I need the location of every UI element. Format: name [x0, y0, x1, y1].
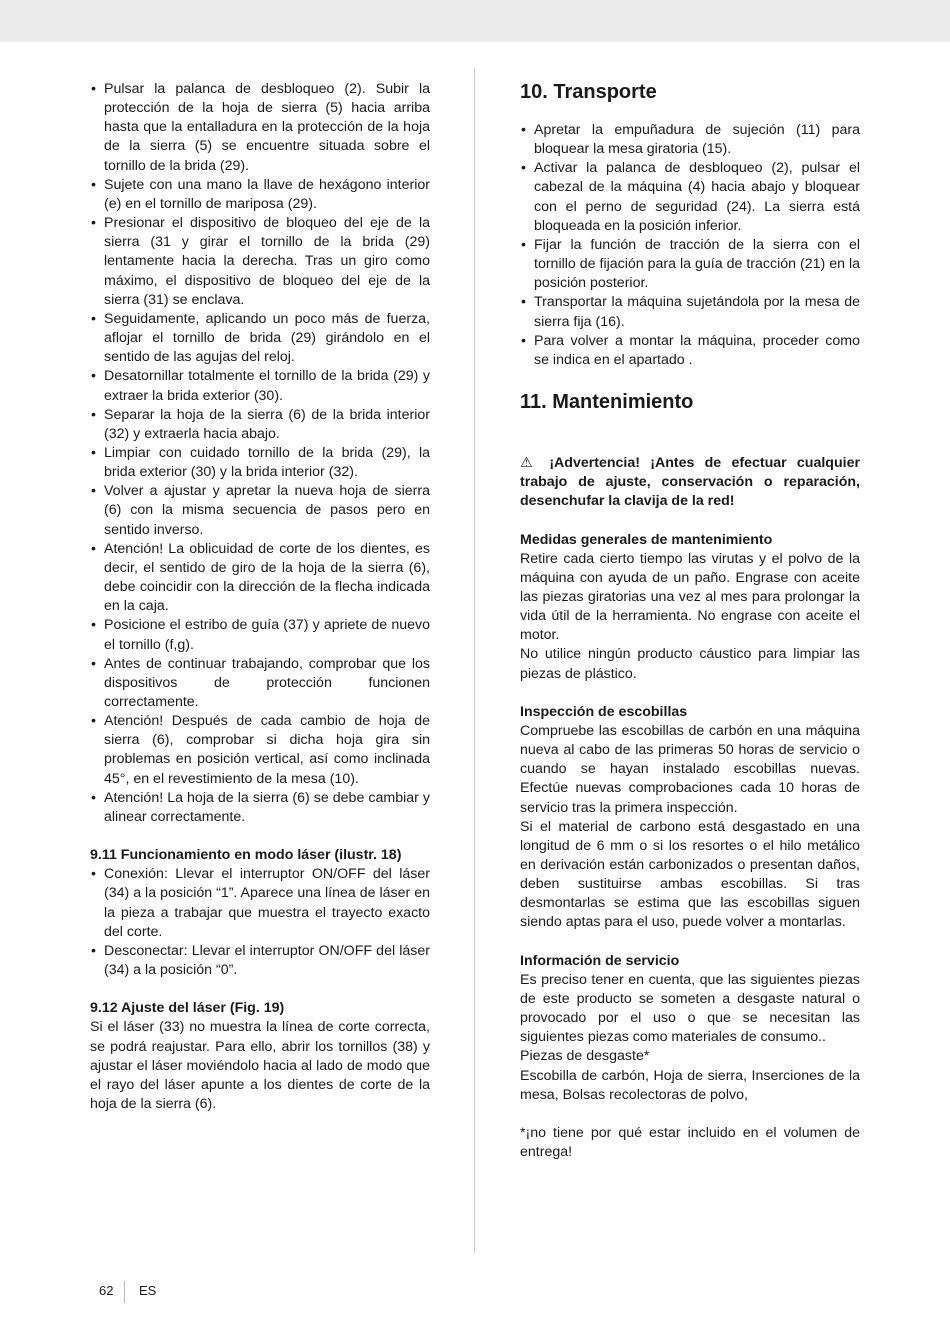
wear-parts-label: Piezas de desgaste*	[520, 1048, 650, 1065]
right-column	[520, 80, 860, 1162]
list-item: • Conexión: Llevar el interruptor ON/OFF del láser (34) a la posición “1”. Aparece una línea de láser en la pieza a trabajar que muestra el trayecto exacto del corte.	[90, 865, 430, 942]
footer-separator	[124, 1281, 125, 1303]
page-top-band	[0, 0, 950, 42]
list-item: • Volver a ajustar y apretar la nueva hoja de sierra (6) con la misma secuencia de pasos pero en sentido inverso.	[90, 482, 430, 539]
list-item: • Limpiar con cuidado tornillo de la brida (29), la brida exterior (30) y la brida interior (32).	[90, 444, 430, 482]
maintenance-heading: 11. Mantenimiento	[520, 391, 694, 414]
warning-message: ¡Advertencia! ¡Antes de efectuar cualquier trabajo de ajuste, conservación o reparación, desenchufar la clavija de la red!	[520, 455, 860, 510]
list-item: • Desconectar: Llevar el interruptor ON/OFF del láser (34) a la posición “0”.	[90, 942, 430, 980]
maintenance-plastic-text: No utilice ningún producto cáustico para limpiar las piezas de plástico.	[520, 646, 860, 682]
brush-replacement-text: Si el material de carbono está desgastado en una longitud de 6 mm o si los resortes o el hilo metálico en derivación están carbonizados o presentan daños, deben sustituirse ambas escobillas. Si tras desmontarlas se estima que las escobillas siguen siendo aptas para el uso, puede volver a montarlas.	[520, 818, 860, 931]
brush-inspection-title: Inspección de escobillas	[520, 703, 688, 720]
list-item: • Seguidamente, aplicando un poco más de fuerza, aflojar el tornillo de brida (29) girándolo en el sentido de las agujas del reloj.	[90, 310, 430, 367]
maintenance-general-title: Medidas generales de mantenimiento	[520, 531, 773, 548]
left-column	[90, 80, 430, 1114]
service-info-text: Es preciso tener en cuenta, que las siguientes piezas de este producto se someten a desgaste natural o provocado por el uso o que se necesitan las siguientes piezas como materiales de consumo..	[520, 971, 860, 1046]
section-9-12-title: 9.12 Ajuste del láser (Fig. 19)	[90, 1000, 285, 1017]
section-9-12-text: Si el láser (33) no muestra la línea de corte correcta, se podrá reajustar. Para ello, abrir los tornillos (38) y ajustar el láser moviéndolo hacia al lado de modo que el rayo del láser apunte a los dientes de corte de la hoja de la sierra (6).	[90, 1019, 430, 1112]
section-9-11-title: 9.11 Funcionamiento en modo láser (ilustr. 18)	[90, 847, 402, 864]
list-item: • Activar la palanca de desbloqueo (2), pulsar el cabezal de la máquina (4) hacia abajo y bloquear con el perno de seguridad (24). La sierra está bloqueada en la posición inferior.	[520, 159, 860, 236]
list-item: • Atención! La hoja de la sierra (6) se debe cambiar y alinear correctamente.	[90, 789, 430, 827]
list-item: • Apretar la empuñadura de sujeción (11) para bloquear la mesa giratoria (15).	[520, 121, 860, 159]
list-item: • Antes de continuar trabajando, comprobar que los dispositivos de protección funcionen correctamente.	[90, 655, 430, 712]
language-code: ES	[139, 1283, 157, 1298]
service-info-title: Información de servicio	[520, 952, 680, 969]
list-item: • Atención! Después de cada cambio de hoja de sierra (6), comprobar si dicha hoja gira sin problemas en posición vertical, así como inclinada 45°, en el revestimiento de la mesa (10).	[90, 712, 430, 789]
laser-mode-steps	[90, 865, 430, 980]
list-item: • Transportar la máquina sujetándola por la mesa de sierra fija (16).	[520, 293, 860, 331]
list-item: • Posicione el estribo de guía (37) y apriete de nuevo el tornillo (f,g).	[90, 616, 430, 654]
list-item: • Para volver a montar la máquina, proceder como se indica en el apartado .	[520, 332, 860, 370]
list-item: • Desatornillar totalmente el tornillo de la brida (29) y extraer la brida exterior (30).	[90, 367, 430, 405]
transport-heading: 10. Transporte	[520, 81, 657, 103]
brush-inspection-text: Compruebe las escobillas de carbón en una máquina nueva al cabo de las primeras 50 horas de servicio o cuando se hayan instalado escobillas nuevas. Efectúe nuevas comprobaciones cada 10 horas de servicio tras la primera inspección.	[520, 722, 860, 816]
maintenance-general-text: Retire cada cierto tiempo las virutas y el polvo de la máquina con ayuda de un paño. Engrase con aceite las piezas giratorias una vez al mes para prolongar la vida útil de la herramienta. No engrase con aceite el motor.	[520, 550, 860, 644]
list-item: • Sujete con una mano la llave de hexágono interior (e) en el tornillo de mariposa (29).	[90, 176, 430, 214]
list-item: • Atención! La oblicuidad de corte de los dientes, es decir, el sentido de giro de la hoja de la sierra (6), debe coincidir con la dirección de la flecha indicada en la caja.	[90, 540, 430, 617]
blade-change-steps	[90, 80, 430, 827]
warning-icon: ⚠	[520, 455, 540, 472]
column-divider	[474, 68, 475, 1253]
delivery-note: *¡no tiene por qué estar incluido en el volumen de entrega!	[520, 1124, 860, 1161]
page-number: 62	[99, 1283, 114, 1298]
wear-parts-list: Escobilla de carbón, Hoja de sierra, Inserciones de la mesa, Bolsas recolectoras de polvo,	[520, 1067, 860, 1103]
list-item: • Separar la hoja de la sierra (6) de la brida interior (32) y extraerla hacia abajo.	[90, 406, 430, 444]
warning-text	[520, 454, 860, 511]
list-item: • Pulsar la palanca de desbloqueo (2). Subir la protección de la hoja de sierra (5) hacia arriba hasta que la entalladura en la protección de la hoja de la sierra (5) se encuentre situada sobre el tornillo de la brida (29).	[90, 80, 430, 176]
transport-steps	[520, 121, 860, 370]
list-item: • Presionar el dispositivo de bloqueo del eje de la sierra (31 y girar el tornillo de la brida (29) lentamente hacia la derecha. Tras un giro como máximo, el dispositivo de bloqueo del eje de la sierra (31) se enclava.	[90, 214, 430, 310]
list-item: • Fijar la función de tracción de la sierra con el tornillo de fijación para la guía de tracción (21) en la posición posterior.	[520, 236, 860, 293]
